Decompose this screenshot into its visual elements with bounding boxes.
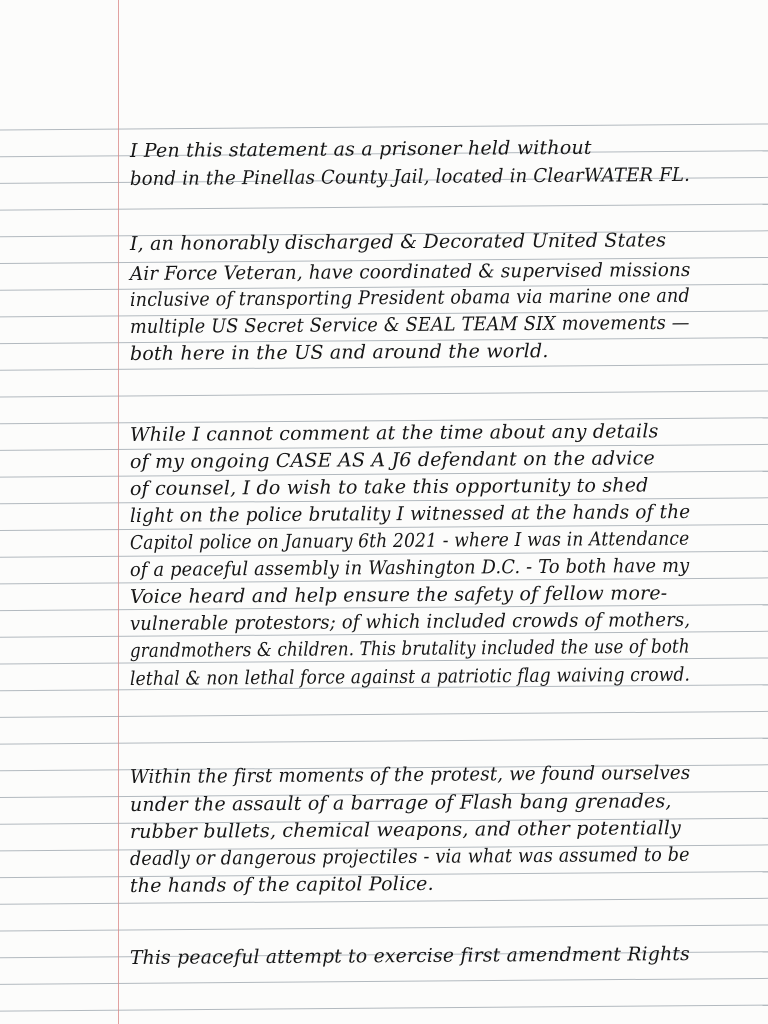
handwritten-line: vulnerable protestors; of which included crowds of mothers, [129, 608, 691, 635]
handwritten-line: Within the first moments of the protest, we found ourselves [129, 761, 691, 788]
handwritten-line: of a peaceful assembly in Washington D.C. - To both have my [129, 554, 690, 581]
handwritten-line: While I cannot comment at the time about any details [129, 420, 659, 446]
handwritten-line: Capitol police on January 6th 2021 - where I was in Attendance [129, 527, 690, 554]
handwritten-line: of my ongoing CASE AS A J6 defendant on the advice [129, 447, 655, 473]
handwritten-line: lethal & non lethal force against a patriotic flag waiving crowd. [129, 663, 691, 690]
handwritten-line: I, an honorably discharged & Decorated United States [129, 229, 667, 255]
handwritten-line: bond in the Pinellas County Jail, located in ClearWATER FL. [129, 163, 691, 190]
handwritten-line: This peaceful attempt to exercise first amendment Rights [129, 943, 690, 969]
handwritten-line: Voice heard and help ensure the safety of fellow more- [129, 582, 668, 608]
handwritten-line: light on the police brutality I witnessed at the hands of the [129, 500, 691, 527]
handwritten-line: both here in the US and around the world. [129, 340, 549, 365]
handwritten-line: the hands of the capitol Police. [129, 872, 434, 897]
handwritten-line: deadly or dangerous projectiles - via what was assumed to be [129, 843, 690, 870]
handwritten-line: multiple US Secret Service & SEAL TEAM SIX movements — [129, 311, 690, 338]
handwritten-line: grandmothers & children. This brutality included the use of both [129, 635, 690, 662]
handwritten-line: of counsel, I do wish to take this opportunity to shed [129, 474, 649, 500]
handwritten-line: under the assault of a barrage of Flash bang grenades, [129, 790, 672, 816]
handwritten-line: rubber bullets, chemical weapons, and other potentially [129, 817, 682, 843]
handwritten-line: Air Force Veteran, have coordinated & supervised missions [129, 258, 691, 285]
handwritten-line: inclusive of transporting President obama via marine one and [129, 284, 690, 311]
handwritten-line: I Pen this statement as a prisoner held without [129, 136, 592, 162]
